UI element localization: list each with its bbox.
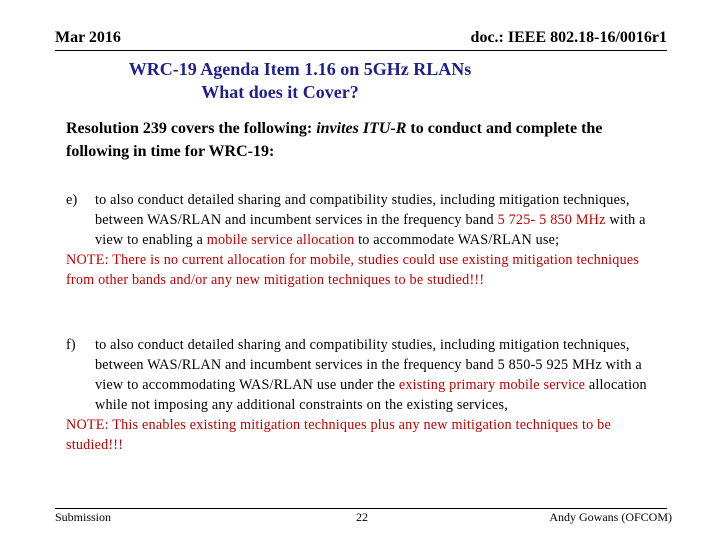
intro-italic: invites ITU-R (316, 120, 407, 137)
slide-title-line1: WRC-19 Agenda Item 1.16 on 5GHz RLANs (128, 59, 472, 79)
intro-prefix: Resolution 239 covers the following: (66, 120, 317, 137)
item-e-part1: to also conduct detailed sharing and compatibility studies, including mitigation techniques, between WAS/RLAN and incumbent services in the frequency band (95, 192, 630, 228)
item-f (66, 335, 666, 455)
intro-suffix: to conduct and complete the following in time for WRC-19: (66, 120, 603, 160)
footer-author: Andy Gowans (OFCOM) (549, 510, 672, 524)
slide-title-line2: What does it Cover? (201, 82, 359, 102)
item-e-note: NOTE: There is no current allocation for mobile, studies could use existing mitigation techniques from other bands and/or any new mitigation techniques to be studied!!! (66, 252, 640, 288)
header-divider (55, 50, 667, 51)
item-f-note: NOTE: This enables existing mitigation techniques plus any new mitigation techniques to be studied!!! (66, 417, 611, 453)
item-f-text (95, 335, 666, 415)
item-f-highlight: existing primary mobile service (398, 377, 586, 393)
intro-paragraph (66, 117, 666, 163)
item-e-band: 5 725- 5 850 MHz (497, 212, 606, 228)
item-e-highlight: mobile service allocation (206, 232, 355, 248)
item-e-text (95, 190, 666, 250)
header-doc-id: doc.: IEEE 802.18-16/0016r1 (470, 29, 667, 46)
item-e-part3: to accommodate WAS/RLAN use; (354, 232, 560, 248)
item-e (66, 190, 666, 290)
item-f-part1: to also conduct detailed sharing and compatibility studies, including mitigation techniques, between WAS/RLAN and incumbent services in the frequency band 5 850-5 925 MHz with a view to accommodating WAS/RLAN use under the (95, 337, 642, 393)
footer-divider (55, 508, 667, 509)
item-e-part2: with a view to enabling a (95, 212, 646, 248)
item-f-part2: allocation while not imposing any additional constraints on the existing services, (95, 377, 647, 413)
footer-page-number: 22 (356, 510, 368, 524)
item-f-marker: f) (66, 337, 76, 353)
item-e-marker: e) (66, 192, 78, 208)
header-date: Mar 2016 (55, 29, 121, 46)
footer-submission: Submission (55, 510, 112, 524)
